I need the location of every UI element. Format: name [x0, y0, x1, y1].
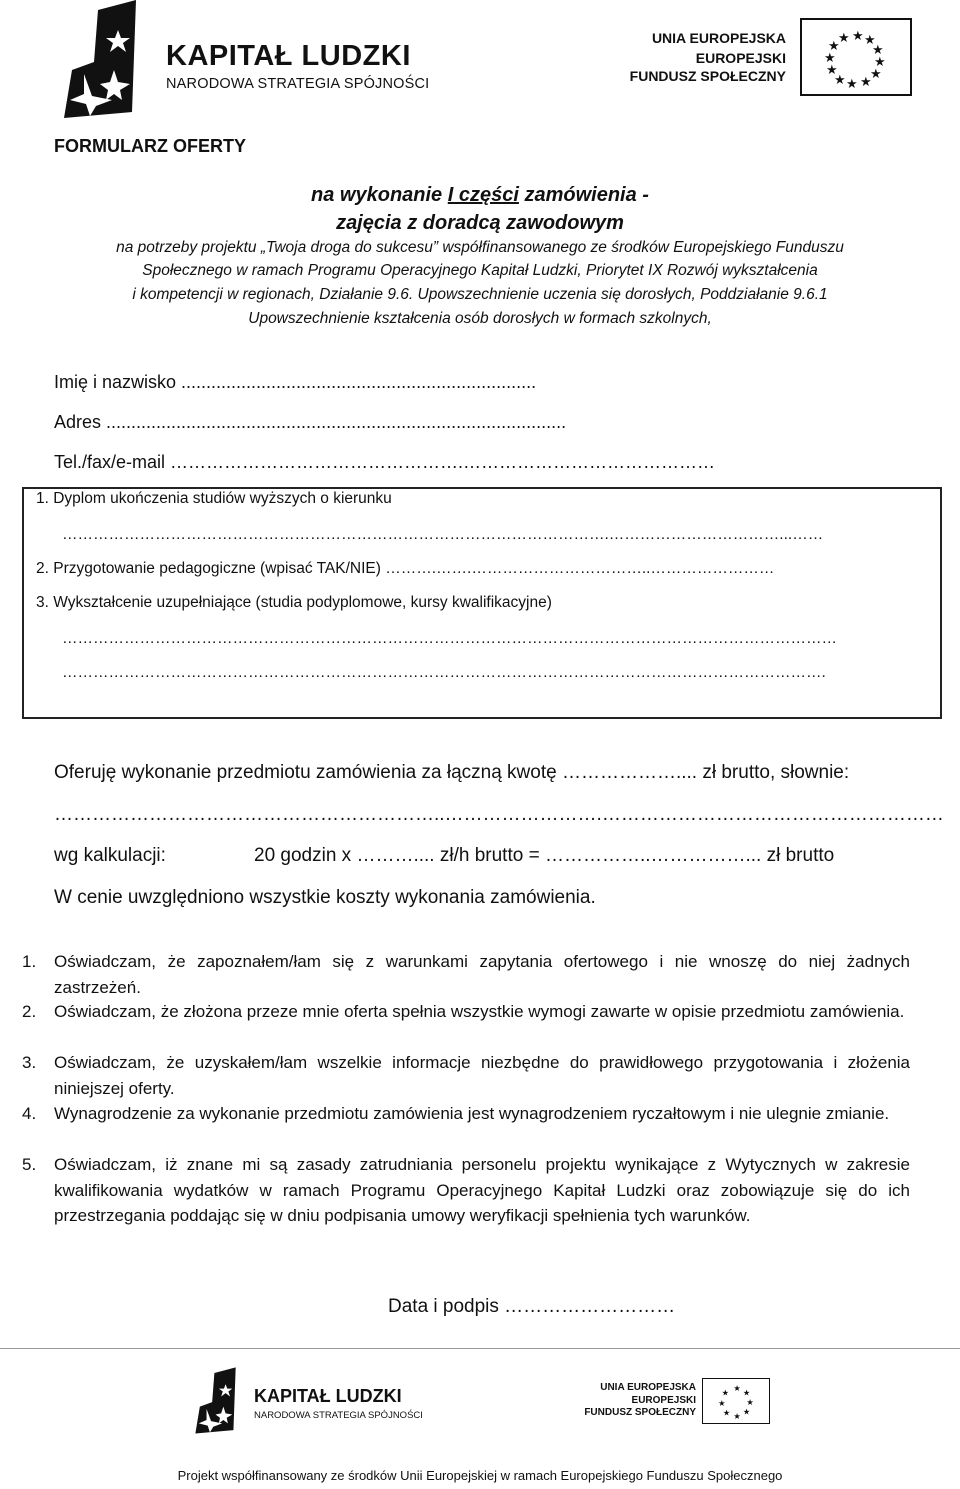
qualification-2[interactable]: 2. Przygotowanie pedagogiczne (wpisać TAK/NIE) ……….…….……………………………..……………………: [36, 560, 775, 577]
heading-line1-prefix: na wykonanie: [311, 184, 448, 206]
heading-line2: zajęcia z doradcą zawodowym: [336, 212, 624, 234]
eu-line2: EUROPEJSKI: [695, 50, 786, 66]
qualification-1-input[interactable]: …………………………………………………………………………………………….……………………………...……: [62, 526, 824, 543]
svg-text:★: ★: [733, 1382, 741, 1393]
contact-field[interactable]: Tel./fax/e-mail ………………………………………….……………………………………: [54, 452, 716, 472]
signature-line[interactable]: Data i podpis ………………………: [388, 1296, 676, 1317]
svg-text:★: ★: [860, 75, 872, 90]
footer-kapital-ludzki-subtitle: NARODOWA STRATEGIA SPÓJNOŚCI: [254, 1410, 423, 1421]
svg-text:★: ★: [874, 55, 886, 70]
statement-text: Wynagrodzenie za wykonanie przedmiotu zamówienia jest wynagrodzeniem ryczałtowym i nie ulegnie zmianie.: [54, 1104, 890, 1123]
statement-number: 4.: [22, 1104, 37, 1123]
svg-text:★: ★: [721, 1387, 730, 1398]
svg-text:★: ★: [846, 77, 858, 92]
svg-text:★: ★: [872, 43, 884, 58]
statement-number: 1.: [22, 952, 37, 971]
kapital-ludzki-emblem-icon: [58, 0, 158, 120]
footer-kapital-ludzki-logo: [192, 1362, 452, 1442]
calc-value[interactable]: 20 godzin x ……….... zł/h brutto = ……………..……………... zł brutto: [254, 845, 835, 866]
svg-text:★: ★: [742, 1406, 751, 1417]
eu-logo: [628, 18, 918, 98]
svg-text:★: ★: [746, 1396, 754, 1407]
heading-desc-line3: i kompetencji w regionach, Działanie 9.6. Upowszechnienie uczenia się dorosłych, Poddziałanie 9.6.1: [132, 286, 828, 303]
costs-note: W cenie uwzględniono wszystkie koszty wykonania zamówienia.: [54, 887, 596, 908]
address-field[interactable]: Adres ............................................................................................: [54, 412, 567, 432]
footer-eu-line3: FUNDUSZ SPOŁECZNY: [584, 1407, 696, 1418]
statement-4: [22, 1101, 910, 1127]
statement-text: Oświadczam, iż znane mi są zasady zatrudniania personelu projektu wynikające z Wytycznych w zakresie kwalifikowania wydatków w ramach Programu Operacyjnego Kapitał Ludzki oraz zobowiązuje się do ich przestrzegania poddając się w dniu podpisania umowy weryfikacji spełnienia tych warunków.: [54, 1155, 910, 1225]
qualification-1: 1. Dyplom ukończenia studiów wyższych o kierunku: [36, 490, 392, 507]
svg-text:★: ★: [742, 1387, 751, 1398]
svg-text:★: ★: [828, 39, 840, 54]
heading-desc-line4: Upowszechnienie kształcenia osób dorosłych w formach szkolnych,: [248, 310, 712, 327]
svg-text:★: ★: [870, 67, 882, 82]
svg-text:★: ★: [852, 29, 864, 44]
offer-amount[interactable]: Oferuję wykonanie przedmiotu zamówienia za łączną kwotę ……………….... zł brutto, słownie:: [54, 762, 850, 783]
footer-note: Projekt współfinansowany ze środków Unii Europejskiej w ramach Europejskiego Funduszu Społecznego: [177, 1468, 783, 1483]
eu-line1: UNIA EUROPEJSKA: [651, 30, 786, 46]
footer-eu-flag-icon: [702, 1378, 770, 1424]
kapital-ludzki-logo: [58, 0, 438, 120]
svg-text:★: ★: [722, 1407, 731, 1418]
eu-line3: FUNDUSZ SPOŁECZNY: [629, 68, 786, 84]
statement-1: [22, 949, 910, 1000]
heading-desc-line2: Społecznego w ramach Programu Operacyjnego Kapitał Ludzki, Priorytet IX Rozwój wykształcenia: [142, 262, 818, 279]
statement-5: [22, 1152, 910, 1229]
footer-eu-line2: EUROPEJSKI: [631, 1395, 696, 1406]
heading-part-underlined: I części: [447, 184, 519, 206]
kapital-ludzki-title: KAPITAŁ LUDZKI: [166, 40, 411, 72]
footer-eu-logo: [584, 1378, 776, 1428]
footer-kapital-ludzki-title: KAPITAŁ LUDZKI: [254, 1386, 402, 1406]
svg-text:★: ★: [718, 1398, 726, 1409]
statement-number: 2.: [22, 1002, 37, 1021]
name-field[interactable]: Imię i nazwisko .......................................................................: [54, 372, 537, 392]
footer-kapital-ludzki-emblem-icon: [192, 1362, 248, 1440]
statement-number: 5.: [22, 1155, 37, 1174]
form-title: FORMULARZ OFERTY: [54, 136, 246, 156]
svg-text:★: ★: [834, 73, 846, 88]
statement-number: 3.: [22, 1053, 37, 1072]
heading-line1-suffix: zamówienia -: [518, 184, 649, 206]
svg-text:★: ★: [864, 33, 876, 48]
heading-line1: [0, 184, 960, 207]
heading-desc-line1: na potrzeby projektu „Twoja droga do sukcesu” współfinansowanego ze środków Europejskiego Funduszu: [116, 239, 844, 256]
statement-2: [22, 999, 910, 1025]
svg-text:★: ★: [826, 63, 838, 78]
eu-flag-icon: [800, 18, 912, 96]
svg-text:★: ★: [838, 31, 850, 46]
statement-text: Oświadczam, że zapoznałem/łam się z warunkami zapytania ofertowego i nie wnoszę do niej żadnych zastrzeżeń.: [54, 952, 910, 997]
qualification-3-input-2[interactable]: ………………………………………………………………………………………………………………………………….: [62, 664, 826, 681]
footer-divider: [0, 1348, 960, 1349]
svg-text:★: ★: [824, 51, 836, 66]
statement-text: Oświadczam, że uzyskałem/łam wszelkie informacje niezbędne do prawidłowego przygotowania i złożenia niniejszej oferty.: [54, 1053, 910, 1098]
footer-eu-line1: UNIA EUROPEJSKA: [600, 1382, 696, 1393]
statement-text: Oświadczam, że złożona przeze mnie oferta spełnia wszystkie wymogi zawarte w opisie przedmiotu zamówienia.: [54, 1002, 905, 1021]
svg-text:★: ★: [733, 1411, 741, 1422]
kapital-ludzki-subtitle: NARODOWA STRATEGIA SPÓJNOŚCI: [166, 76, 430, 92]
statement-3: [22, 1050, 910, 1101]
calc-label: wg kalkulacji:: [54, 845, 166, 866]
offer-amount-words[interactable]: ……………………………………………………..…………………….………………………………………………: [54, 804, 944, 825]
qualification-3-input-1[interactable]: ……………………………………………………………………………………………………………………………………: [62, 630, 837, 647]
qualification-3: 3. Wykształcenie uzupełniające (studia podyplomowe, kursy kwalifikacyjne): [36, 594, 552, 611]
